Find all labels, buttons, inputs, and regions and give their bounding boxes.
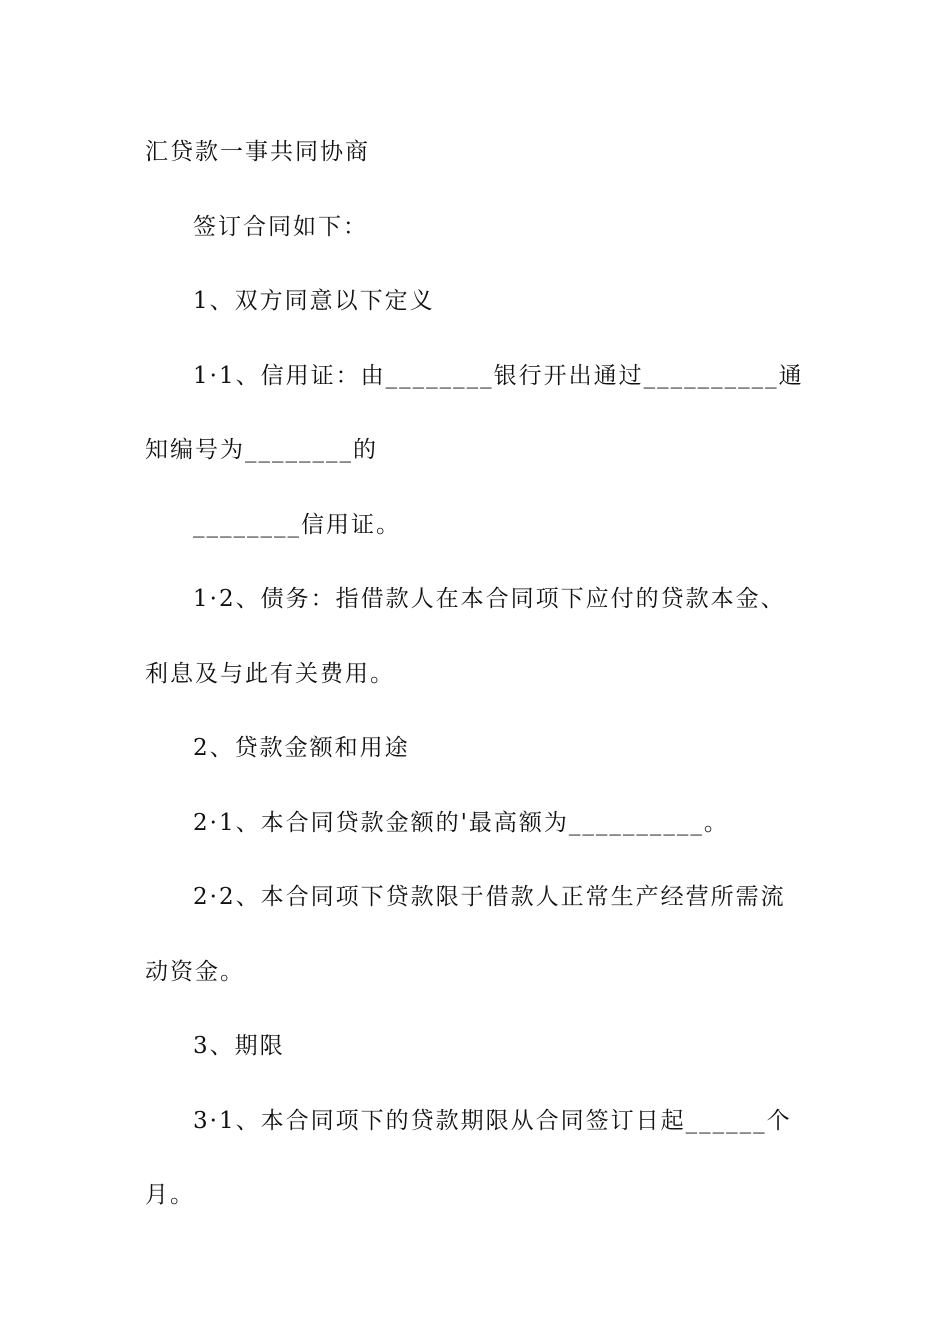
clause-2-2: 2·2、本合同项下贷款限于借款人正常生产经营所需流	[193, 884, 786, 910]
clause-1-2: 1·2、债务：指借款人在本合同项下应付的贷款本金、	[193, 586, 786, 612]
text-line-1: 汇贷款一事共同协商	[145, 139, 370, 165]
clause-1-2-cont: 利息及与此有关费用。	[145, 661, 395, 687]
clause-1-1-cont-2: ________信用证。	[193, 512, 401, 538]
clause-3-1: 3·1、本合同项下的贷款期限从合同签订日起______个	[193, 1108, 792, 1134]
clause-3-1-cont: 月。	[145, 1182, 195, 1208]
section-heading-3: 3、期限	[193, 1033, 285, 1059]
clause-2-2-cont: 动资金。	[145, 959, 245, 985]
clause-2-1: 2·1、本合同贷款金额的'最高额为__________。	[193, 810, 729, 836]
clause-1-1: 1·1、信用证：由________银行开出通过__________通	[193, 363, 804, 389]
section-heading-1: 1、双方同意以下定义	[193, 288, 435, 314]
text-line-2: 签订合同如下：	[193, 214, 368, 240]
section-heading-2: 2、贷款金额和用途	[193, 735, 410, 761]
clause-1-1-cont: 知编号为________的	[145, 437, 378, 463]
